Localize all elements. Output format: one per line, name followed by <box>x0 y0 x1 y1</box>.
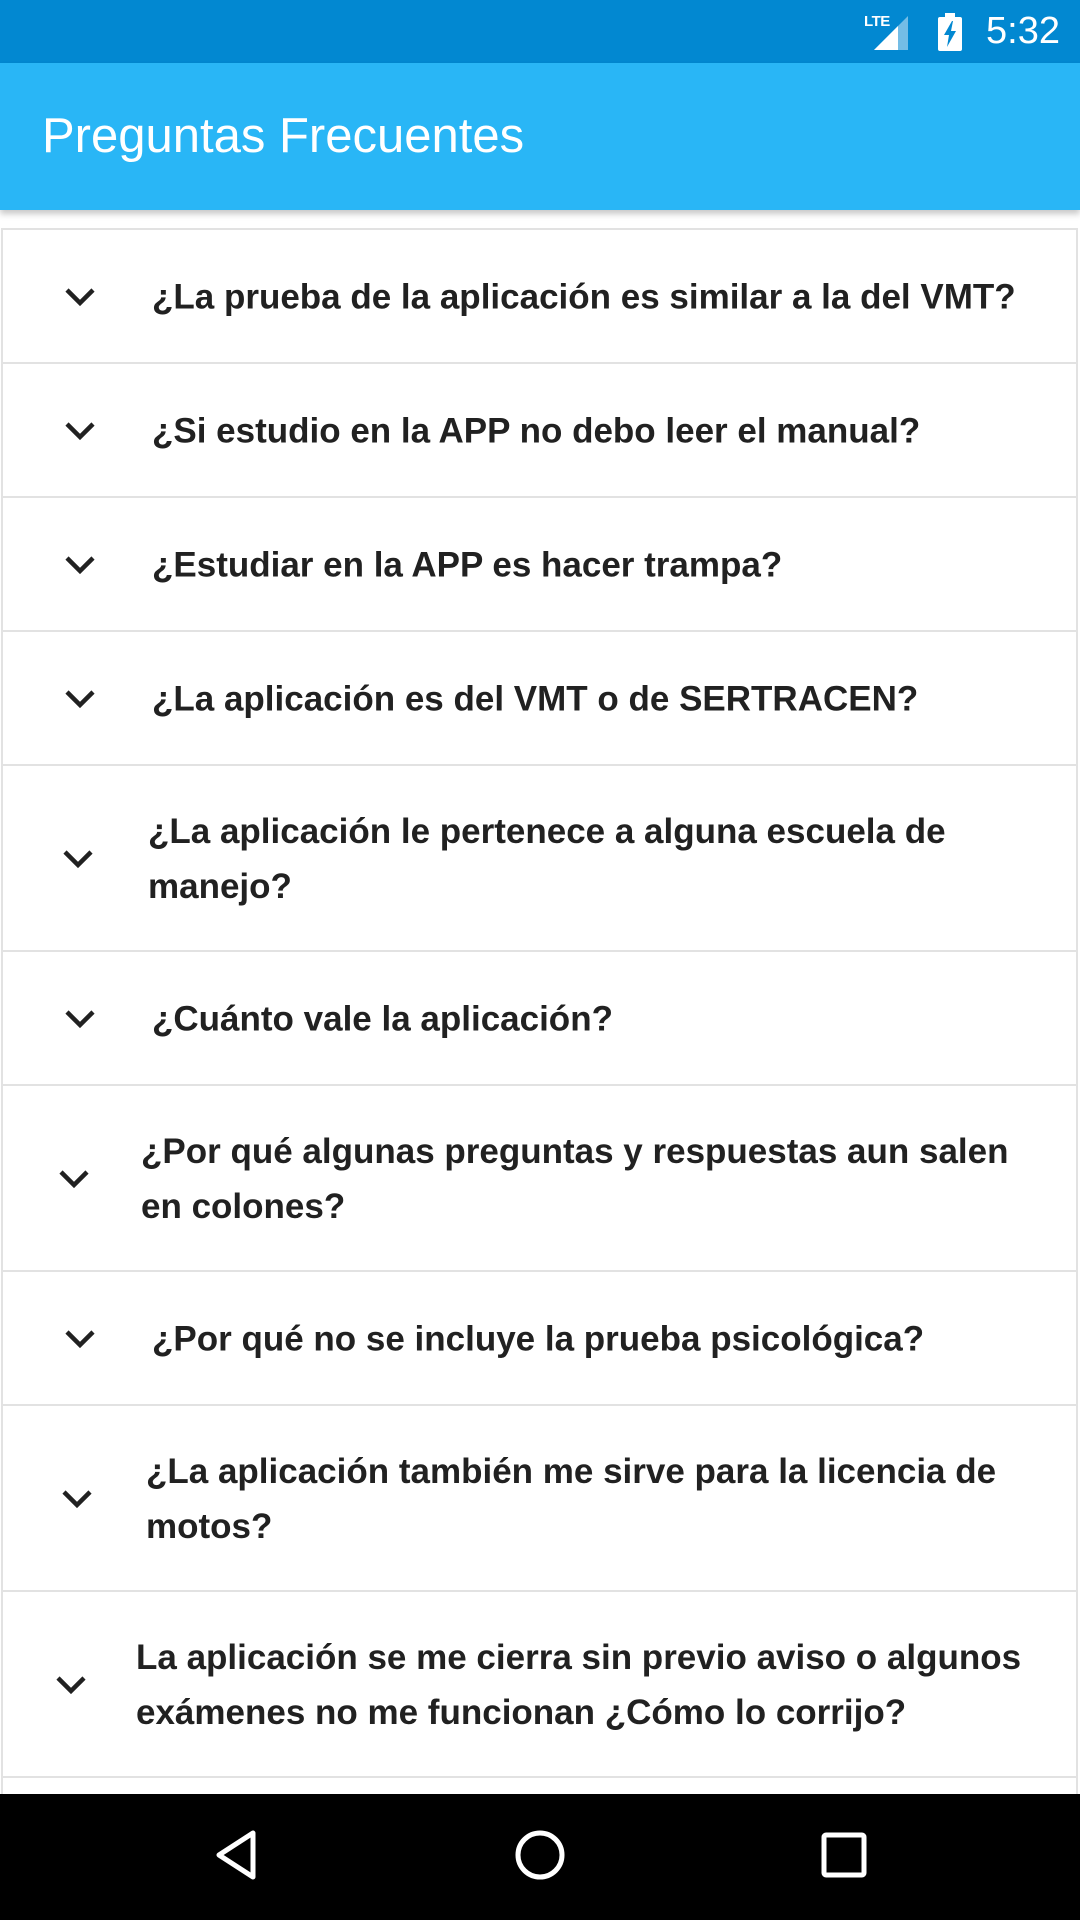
faq-item[interactable] <box>1 1270 1078 1407</box>
chevron-down-icon[interactable] <box>63 286 97 308</box>
back-triangle-icon <box>213 1829 259 1886</box>
chevron-down-icon[interactable] <box>63 1328 97 1350</box>
chevron-down-icon[interactable] <box>57 1168 91 1190</box>
chevron-down-icon[interactable] <box>60 1488 94 1510</box>
page-title: Preguntas Frecuentes <box>42 109 525 163</box>
faq-list[interactable] <box>0 210 1080 1794</box>
chevron-down-icon[interactable] <box>61 848 95 870</box>
status-icons <box>864 0 1060 63</box>
status-bar <box>0 0 1080 63</box>
lte-signal-icon <box>864 13 910 51</box>
faq-question: ¿La prueba de la aplicación es similar a la del VMT? <box>152 277 1016 316</box>
faq-item[interactable] <box>1 1084 1078 1273</box>
chevron-down-icon[interactable] <box>63 1008 97 1030</box>
chevron-down-icon[interactable] <box>63 688 97 710</box>
status-clock: 5:32 <box>986 10 1060 52</box>
chevron-down-icon[interactable] <box>54 1674 88 1696</box>
faq-question: ¿Si estudio en la APP no debo leer el manual? <box>152 411 921 450</box>
faq-question: ¿Por qué no se incluye la prueba psicológica? <box>152 1319 925 1358</box>
faq-item-partial[interactable] <box>1 1776 1078 1794</box>
faq-item[interactable] <box>1 950 1078 1087</box>
faq-item[interactable] <box>1 228 1078 365</box>
faq-item[interactable] <box>1 496 1078 633</box>
back-button[interactable] <box>176 1794 296 1920</box>
faq-question: ¿La aplicación le pertenece a alguna escuela de manejo? <box>148 811 946 906</box>
faq-question: ¿Cuánto vale la aplicación? <box>152 999 613 1038</box>
faq-question: ¿La aplicación es del VMT o de SERTRACEN? <box>152 679 919 718</box>
faq-item[interactable] <box>1 764 1078 953</box>
home-circle-icon <box>514 1829 566 1886</box>
faq-item[interactable] <box>1 1404 1078 1593</box>
home-button[interactable] <box>480 1794 600 1920</box>
battery-charging-icon <box>938 13 962 51</box>
faq-item[interactable] <box>1 362 1078 499</box>
navigation-bar <box>0 1794 1080 1920</box>
app-bar <box>0 63 1080 210</box>
faq-question: ¿Por qué algunas preguntas y respuestas aun salen en colones? <box>141 1131 1009 1226</box>
faq-item[interactable] <box>1 1590 1078 1779</box>
faq-question: La aplicación se me cierra sin previo aviso o algunos exámenes no me funcionan ¿Cómo lo corrijo? <box>136 1637 1022 1732</box>
chevron-down-icon[interactable] <box>63 554 97 576</box>
faq-item[interactable] <box>1 630 1078 767</box>
chevron-down-icon[interactable] <box>63 420 97 442</box>
recents-square-icon <box>821 1832 867 1883</box>
recents-button[interactable] <box>784 1794 904 1920</box>
network-type-label: LTE <box>864 12 890 30</box>
faq-question: ¿Estudiar en la APP es hacer trampa? <box>152 545 783 584</box>
faq-question: ¿La aplicación también me sirve para la licencia de motos? <box>146 1451 997 1546</box>
